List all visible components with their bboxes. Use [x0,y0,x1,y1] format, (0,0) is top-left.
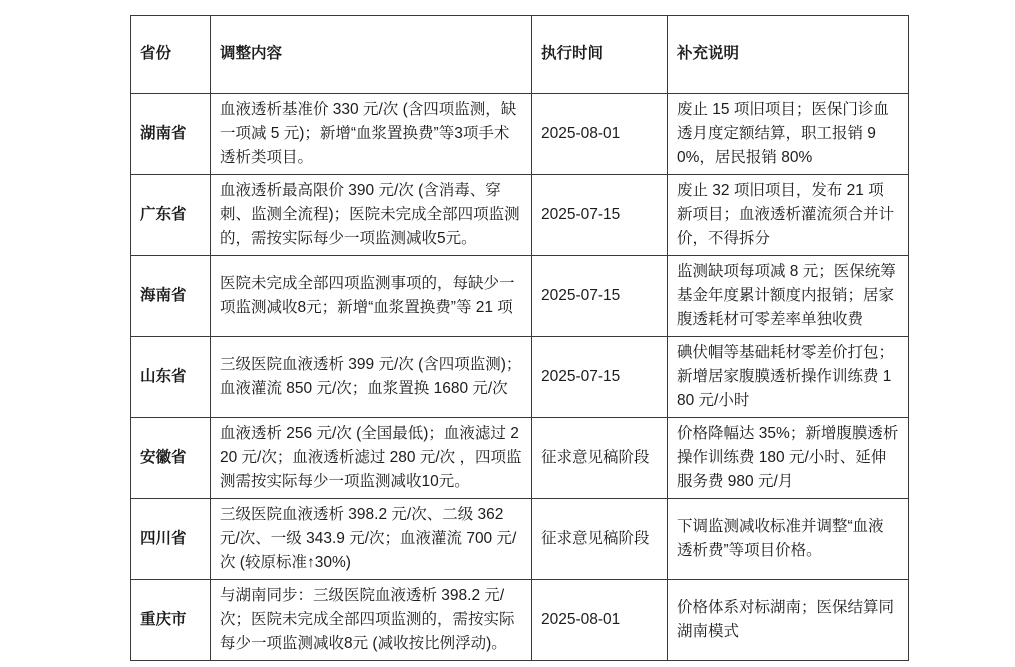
table-row-sichuan [131,499,909,580]
dialysis-pricing-table [130,15,909,661]
province-cell: 四川省 [131,499,211,580]
notes-cell: 监测缺项每项减 8 元；医保统筹基金年度累计额度内报销；居家腹透耗材可零差率单独收费 [668,256,909,337]
table-row-hainan [131,256,909,337]
header-cell-province: 省份 [131,16,211,94]
province-cell: 重庆市 [131,580,211,661]
notes-cell: 废止 15 项旧项目；医保门诊血透月度定额结算，职工报销 90%，居民报销 80% [668,94,909,175]
adjustment-cell: 三级医院血液透析 399 元/次 (含四项监测)；血液灌流 850 元/次；血浆置换 1680 元/次 [211,337,532,418]
adjustment-cell: 三级医院血液透析 398.2 元/次、二级 362 元/次、一级 343.9 元/次；血液灌流 700 元/次 (较原标准↑30%) [211,499,532,580]
header-cell-adjustment: 调整内容 [211,16,532,94]
exec-time-cell: 2025-08-01 [532,580,668,661]
notes-cell: 价格降幅达 35%；新增腹膜透析操作训练费 180 元/小时、延伸服务费 980 元/月 [668,418,909,499]
table-header-row [131,16,909,94]
table-row-shandong [131,337,909,418]
exec-time-cell: 2025-08-01 [532,94,668,175]
province-cell: 海南省 [131,256,211,337]
adjustment-cell: 血液透析 256 元/次 (全国最低)；血液滤过 220 元/次；血液透析滤过 280 元/次 ，四项监测需按实际每少一项监测减收10元。 [211,418,532,499]
exec-time-cell: 征求意见稿阶段 [532,499,668,580]
table-row-hunan [131,94,909,175]
province-cell: 山东省 [131,337,211,418]
province-cell: 湖南省 [131,94,211,175]
notes-cell: 废止 32 项旧项目，发布 21 项新项目；血液透析灌流须合并计价，不得拆分 [668,175,909,256]
table-row-guangdong [131,175,909,256]
notes-cell: 碘伏帽等基础耗材零差价打包；新增居家腹膜透析操作训练费 180 元/小时 [668,337,909,418]
exec-time-cell: 2025-07-15 [532,337,668,418]
adjustment-cell: 与湖南同步：三级医院血液透析 398.2 元/次；医院未完成全部四项监测的，需按实际每少一项监测减收8元 (减收按比例浮动)。 [211,580,532,661]
dialysis-pricing-table-container [130,15,908,661]
exec-time-cell: 征求意见稿阶段 [532,418,668,499]
province-cell: 广东省 [131,175,211,256]
notes-cell: 下调监测减收标准并调整“血液透析费”等项目价格。 [668,499,909,580]
adjustment-cell: 血液透析基准价 330 元/次 (含四项监测，缺一项减 5 元)；新增“血浆置换费”等3项手术透析类项目。 [211,94,532,175]
adjustment-cell: 血液透析最高限价 390 元/次 (含消毒、穿刺、监测全流程)；医院未完成全部四项监测的，需按实际每少一项监测减收5元。 [211,175,532,256]
province-cell: 安徽省 [131,418,211,499]
header-cell-exec-time: 执行时间 [532,16,668,94]
notes-cell: 价格体系对标湖南；医保结算同湖南模式 [668,580,909,661]
table-row-anhui [131,418,909,499]
adjustment-cell: 医院未完成全部四项监测事项的，每缺少一项监测减收8元；新增“血浆置换费”等 21 项 [211,256,532,337]
exec-time-cell: 2025-07-15 [532,175,668,256]
exec-time-cell: 2025-07-15 [532,256,668,337]
header-cell-notes: 补充说明 [668,16,909,94]
table-row-chongqing [131,580,909,661]
